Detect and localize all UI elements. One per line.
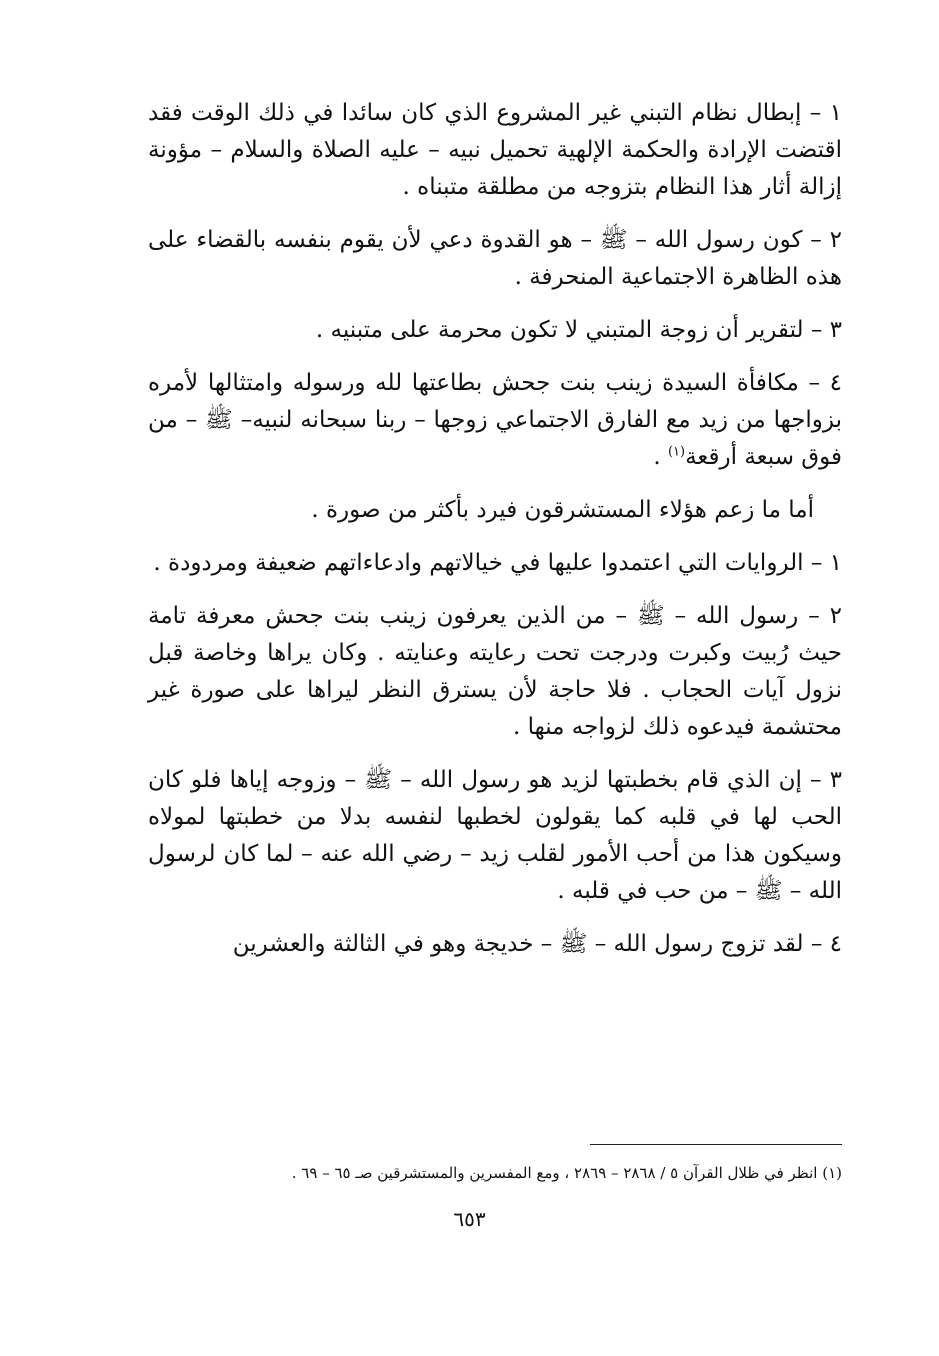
paragraph-4: ٤ – مكافأة السيدة زينب بنت جحش بطاعتها لله ورسوله وامتثالها لأمره بزواجها من زيد مع الفارق الاجتماعي زوجها – ربنا سبحانه لنبيه– ﷺ – من فوق سبعة أرقعة$^{(١)}$ . [148,370,842,470]
paragraph-3: ٣ – لتقرير أن زوجة المتبني لا تكون محرمة على متبنيه . [315,317,842,343]
paragraph-intro: أما ما زعم هؤلاء المستشرقون فيرد بأكثر من صورة . [311,497,814,523]
paragraph-2: ٢ – كون رسول الله – ﷺ – هو القدوة دعي لأن يقوم بنفسه بالقضاء على هذه الظاهرة الاجتماعية المنحرفة . [148,227,842,290]
footnote: (١) انظر في ظلال القرآن ٥ / ٢٨٦٨ – ٢٨٦٩ ، ومع المفسرين والمستشرقين صـ ٦٥ – ٦٩ . [291,1164,842,1182]
paragraph-8: ٤ – لقد تزوج رسول الله – ﷺ – خديجة وهو في الثالثة والعشرين [232,931,842,957]
footnote-reference[interactable]: (١) [667,444,686,460]
paragraph-6: ٢ – رسول الله – ﷺ – من الذين يعرفون زينب بنت جحش معرفة تامة حيث رُبيت وكبرت ودرجت تحت رعايته وعنايته . وكان يراها وخاصة قبل نزول آيات الحجاب . فلا حاجة لأن يسترق النظر ليراها على صورة غير محتشمة فيدعوه ذلك لزواجه منها . [148,603,842,740]
footnote-divider [590,1144,842,1145]
paragraph-7: ٣ – إن الذي قام بخطبتها لزيد هو رسول الله – ﷺ – وزوجه إياها فلو كان الحب لها في قلبه كما يقولون لخطبها لنفسه بدلا من خطبتها لمولاه وسيكون هذا من أحب الأمور لقلب زيد – رضي الله عنه – لما كان لرسول الله – ﷺ – من حب في قلبه . [148,767,842,904]
page-number: ٦٥٣ [453,1207,486,1231]
paragraph-5: ١ – الروايات التي اعتمدوا عليها في خيالاتهم وادعاءاتهم ضعيفة ومردودة . [153,550,842,576]
paragraph-1: ١ – إبطال نظام التبني غير المشروع الذي كان سائدا في ذلك الوقت فقد اقتضت الإرادة والحكمة الإلهية تحميل نبيه – عليه الصلاة والسلام – مؤونة إزالة أثار هذا النظام بتزوجه من مطلقة متبناه . [148,100,842,200]
body-text [148,95,842,979]
